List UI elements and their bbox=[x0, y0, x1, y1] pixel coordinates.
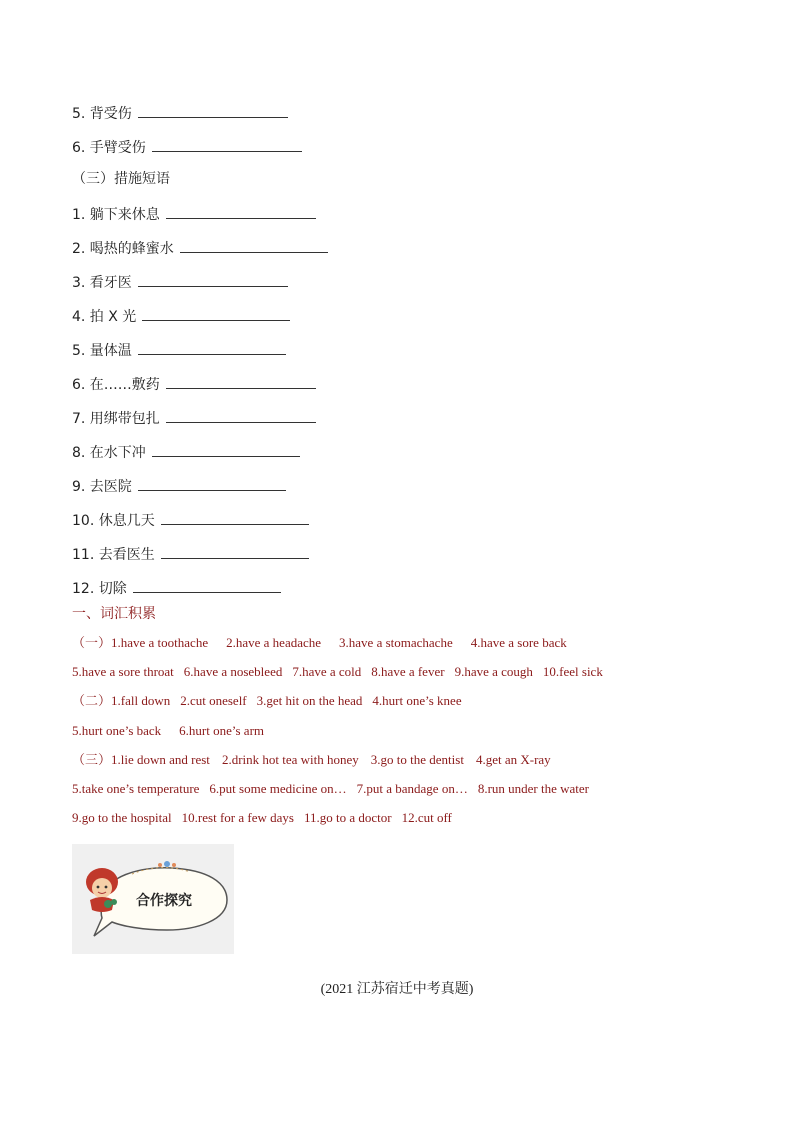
answer-item: 10.feel sick bbox=[542, 664, 603, 680]
answer-blank[interactable] bbox=[138, 103, 288, 118]
answer-item: 4.get an X-ray bbox=[475, 751, 551, 767]
answer-blank[interactable] bbox=[138, 272, 288, 287]
question-item bbox=[72, 442, 300, 462]
answer-item: 2.have a headache bbox=[226, 635, 322, 650]
answer-item: 5.take one’s temperature bbox=[72, 781, 200, 796]
banner-label: 合作探究 bbox=[136, 893, 192, 909]
question-item bbox=[72, 578, 281, 598]
answer-item: 2.drink hot tea with honey bbox=[221, 751, 359, 767]
answer-item: 5.hurt one’s back bbox=[72, 722, 162, 738]
answer-item: 12.cut off bbox=[401, 810, 452, 826]
answer-item: 2.cut oneself bbox=[180, 693, 247, 709]
answer-item: （一）1.have a toothache bbox=[72, 635, 209, 650]
answer-item: 4.have a sore back bbox=[470, 635, 567, 650]
question-item bbox=[72, 204, 316, 224]
question-item bbox=[72, 272, 288, 292]
answer-item: 6.put some medicine on… bbox=[209, 781, 347, 796]
question-item bbox=[72, 306, 290, 326]
answer-blank[interactable] bbox=[133, 578, 281, 593]
question-text: 4. 拍 X 光 bbox=[72, 309, 137, 325]
answer-line bbox=[72, 780, 589, 798]
question-text: 5. 量体温 bbox=[72, 343, 132, 359]
question-item bbox=[72, 476, 286, 496]
ornament-icon bbox=[164, 861, 170, 867]
question-text: 9. 去医院 bbox=[72, 479, 132, 495]
answer-line bbox=[72, 751, 551, 769]
answer-item: 9.go to the hospital bbox=[72, 810, 172, 826]
answer-blank[interactable] bbox=[166, 204, 316, 219]
question-text: 8. 在水下冲 bbox=[72, 445, 146, 461]
answer-blank[interactable] bbox=[180, 238, 328, 253]
answer-line bbox=[72, 809, 452, 827]
answer-blank[interactable] bbox=[161, 510, 309, 525]
answer-item: （二）1.fall down bbox=[72, 693, 171, 709]
question-item bbox=[72, 238, 328, 258]
section-title-measures: （三）措施短语 bbox=[72, 171, 170, 187]
question-text: 10. 休息几天 bbox=[72, 513, 155, 529]
answer-blank[interactable] bbox=[142, 306, 290, 321]
question-item bbox=[72, 340, 286, 360]
question-item bbox=[72, 103, 288, 123]
question-text: 6. 手臂受伤 bbox=[72, 140, 146, 156]
question-text: 6. 在……敷药 bbox=[72, 377, 160, 393]
answer-line bbox=[72, 722, 264, 740]
answers-title: 一、词汇积累 bbox=[72, 606, 156, 622]
question-item bbox=[72, 544, 309, 564]
source-caption: (2021 江苏宿迁中考真题) bbox=[320, 982, 474, 997]
answer-item: 3.have a stomachache bbox=[339, 635, 453, 650]
question-text: 3. 看牙医 bbox=[72, 275, 132, 291]
answer-item: 5.have a sore throat bbox=[72, 664, 174, 680]
question-text: 7. 用绑带包扎 bbox=[72, 411, 160, 427]
answer-blank[interactable] bbox=[161, 544, 309, 559]
question-item bbox=[72, 408, 316, 428]
answer-blank[interactable] bbox=[138, 340, 286, 355]
cooperation-banner bbox=[72, 844, 234, 954]
answer-item: 11.go to a doctor bbox=[303, 810, 392, 826]
answer-blank[interactable] bbox=[138, 476, 286, 491]
answer-item: 8.have a fever bbox=[371, 664, 445, 680]
question-item bbox=[72, 137, 302, 157]
question-item bbox=[72, 374, 316, 394]
answer-item: 8.run under the water bbox=[477, 781, 590, 796]
answer-item: 7.put a bandage on… bbox=[356, 781, 468, 796]
question-text: 1. 躺下来休息 bbox=[72, 207, 160, 223]
answer-item: 3.get hit on the head bbox=[256, 693, 363, 709]
answer-item: 6.have a nosebleed bbox=[183, 664, 283, 680]
answer-item: 7.have a cold bbox=[292, 664, 362, 680]
answer-line bbox=[72, 663, 603, 681]
question-item bbox=[72, 510, 309, 530]
answer-line bbox=[72, 692, 462, 710]
question-text: 12. 切除 bbox=[72, 581, 127, 597]
answer-item: 3.go to the dentist bbox=[370, 751, 464, 767]
answer-item: 4.hurt one’s knee bbox=[372, 693, 462, 709]
question-text: 5. 背受伤 bbox=[72, 106, 132, 122]
answer-item: 9.have a cough bbox=[454, 664, 533, 680]
answer-blank[interactable] bbox=[152, 137, 302, 152]
answer-item: （三）1.lie down and rest bbox=[72, 751, 210, 767]
answer-blank[interactable] bbox=[166, 408, 316, 423]
answer-blank[interactable] bbox=[152, 442, 300, 457]
answer-item: 6.hurt one’s arm bbox=[179, 722, 265, 738]
answer-blank[interactable] bbox=[166, 374, 316, 389]
answer-item: 10.rest for a few days bbox=[181, 810, 294, 826]
question-text: 2. 喝热的蜂蜜水 bbox=[72, 241, 174, 257]
question-text: 11. 去看医生 bbox=[72, 547, 155, 563]
answer-line bbox=[72, 634, 567, 652]
